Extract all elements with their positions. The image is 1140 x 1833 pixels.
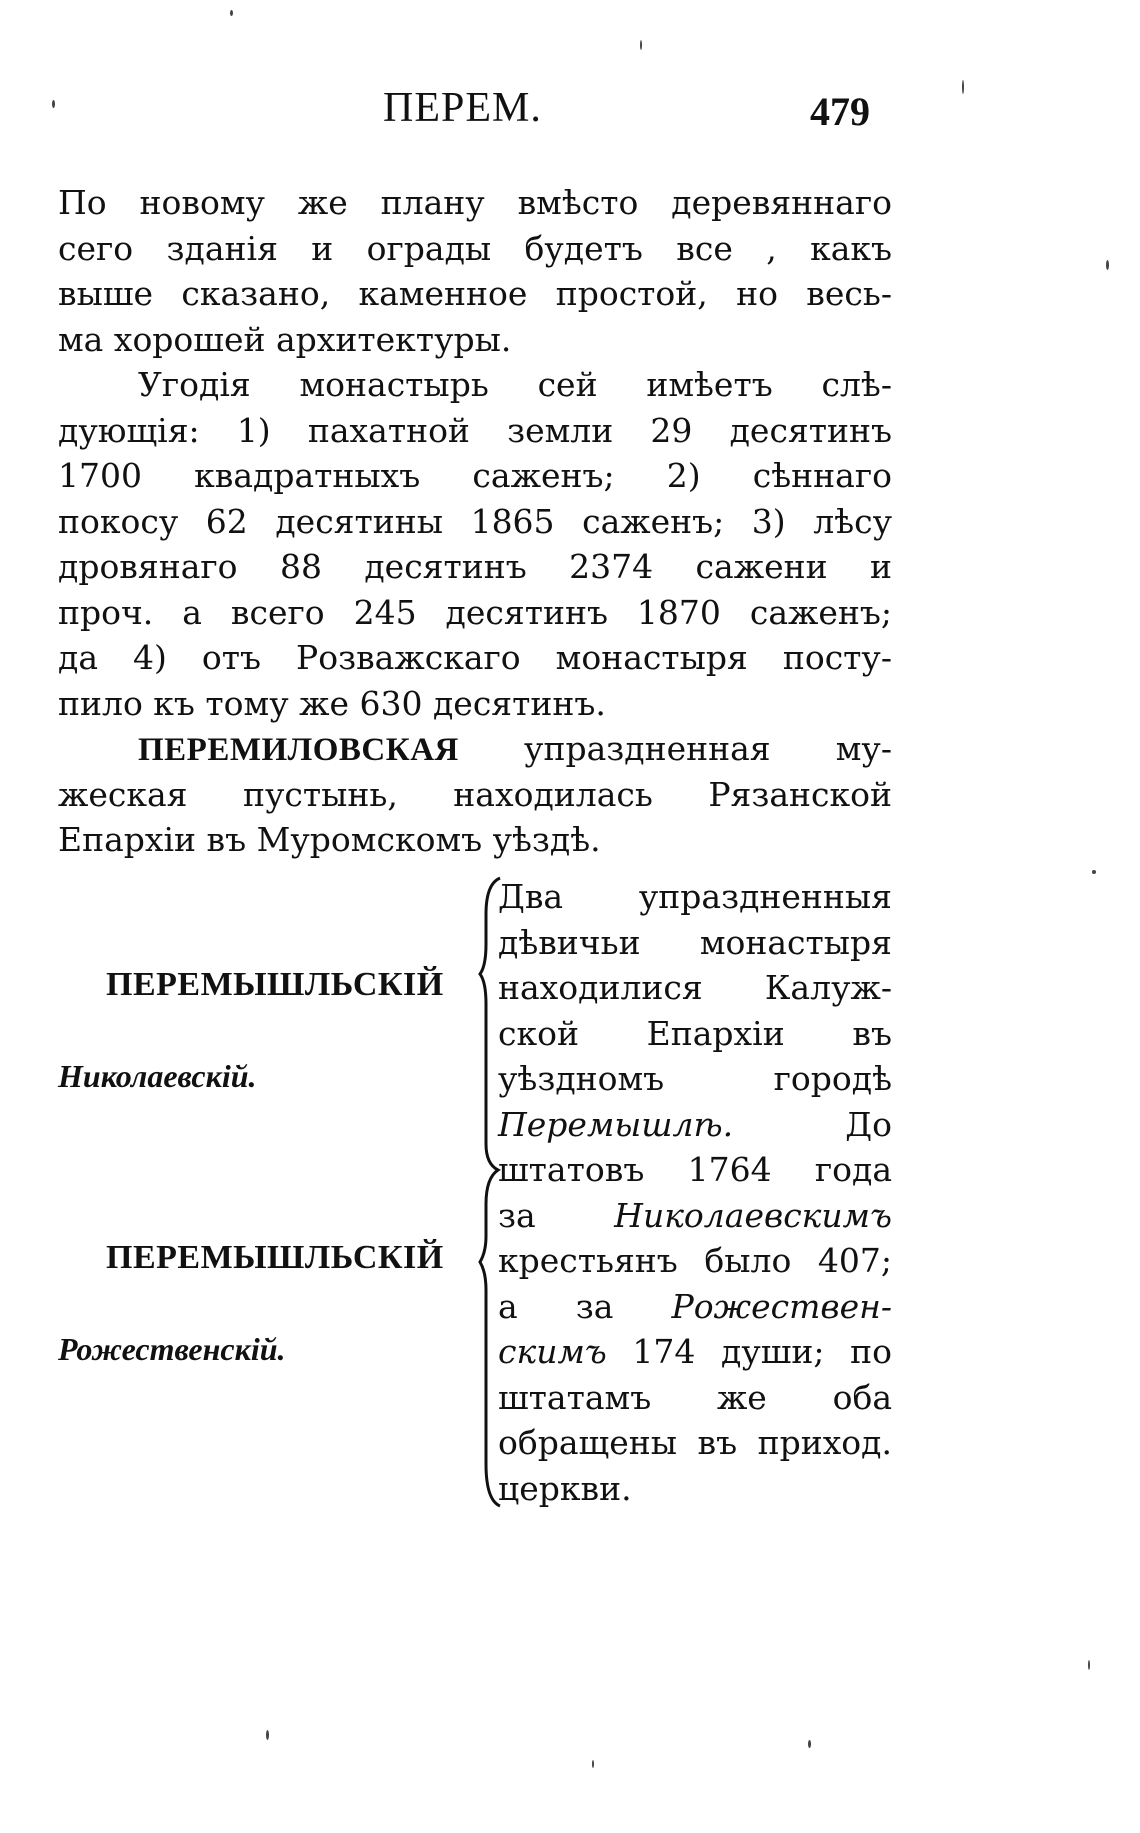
text-line [498, 1193, 892, 1239]
entry-subtitle: Николаевскій. [58, 1058, 257, 1094]
text-line: штатамъ же оба [498, 1377, 892, 1417]
text-line: покосу 62 десятины 1865 саженъ; 3) лѣсу [58, 501, 892, 541]
text-line: По новому же плану вмѣсто деревяннаго [58, 183, 892, 222]
text-line: находилися Калуж- [498, 968, 892, 1007]
brace-path [480, 878, 500, 1506]
text-line: уѣздномъ городѣ [498, 1059, 892, 1098]
main-text [58, 180, 892, 863]
text-line: проч. а всего 245 десятинъ 1870 саженъ; [58, 592, 892, 632]
headword: ПЕРЕМИЛОВСКАЯ [138, 732, 459, 768]
entry-headword: ПЕРЕМЫШЛЬСКІЙ [106, 1239, 444, 1276]
text-line: да 4) отъ Розважскаго монастыря посту- [58, 638, 892, 677]
scan-speck [962, 80, 964, 94]
text-line: выше сказано, каменное простой, но весь- [58, 274, 892, 313]
text-line: обращены въ приход. [498, 1423, 892, 1462]
text-span: упраздненная му- [524, 729, 892, 768]
scan-speck [1088, 1660, 1090, 1670]
text-line: 1700 квадратныхъ саженъ; 2) сѣннаго [58, 456, 892, 495]
entry-description [498, 874, 892, 1511]
scan-speck [266, 1730, 269, 1740]
running-head: ПЕРЕМ. [383, 85, 542, 131]
text-line: дующія: 1) пахатной земли 29 десятинъ [58, 410, 892, 450]
scan-speck [1092, 870, 1096, 874]
scan-speck [230, 10, 233, 16]
entries-section [58, 874, 892, 1514]
page-number: 479 [810, 89, 870, 134]
entry-headword: ПЕРЕМЫШЛЬСКІЙ [106, 966, 444, 1003]
text-line: церкви. [498, 1468, 632, 1508]
text-line [498, 1102, 892, 1148]
text-span: 174 души; по [632, 1332, 892, 1371]
text-line: дѣвичьи монастыря [498, 922, 892, 962]
text-line: ма хорошей архитектуры. [58, 319, 512, 359]
entry-subtitle: Рожественскій. [58, 1331, 286, 1367]
text-line [498, 1284, 892, 1330]
text-line: крестьянъ было 407; [498, 1241, 892, 1280]
text-line: дровянаго 88 десятинъ 2374 сажени и [58, 547, 892, 586]
scan-speck [808, 1740, 811, 1748]
scan-speck [52, 100, 55, 108]
scan-speck [640, 40, 642, 50]
text-span: за [498, 1195, 536, 1235]
text-line [498, 1329, 892, 1375]
scan-speck [1106, 260, 1109, 270]
text-line [58, 726, 892, 772]
italic-span: Николаевскимъ [614, 1195, 892, 1235]
text-line: штатовъ 1764 года [498, 1150, 892, 1189]
italic-span: скимъ [498, 1332, 607, 1371]
text-line: Угодія монастырь сей имѣетъ слѣ- [138, 365, 892, 404]
text-span: До [845, 1104, 892, 1144]
text-line: жеская пустынь, находилась Рязанской [58, 774, 892, 814]
text-line: пило къ тому же 630 десятинъ. [58, 683, 606, 723]
italic-span: Рожествен- [671, 1286, 892, 1326]
text-line: Два упраздненныя [498, 877, 892, 916]
text-span: а за [498, 1286, 614, 1326]
text-line: Епархіи въ Муромскомъ уѣздѣ. [58, 820, 601, 859]
text-line: ской Епархіи въ [498, 1013, 892, 1053]
scan-speck [592, 1760, 594, 1768]
page-header [0, 78, 1140, 138]
text-line: сего зданія и ограды будетъ все , какъ [58, 228, 892, 268]
italic-span: Перемышлѣ. [498, 1104, 734, 1144]
